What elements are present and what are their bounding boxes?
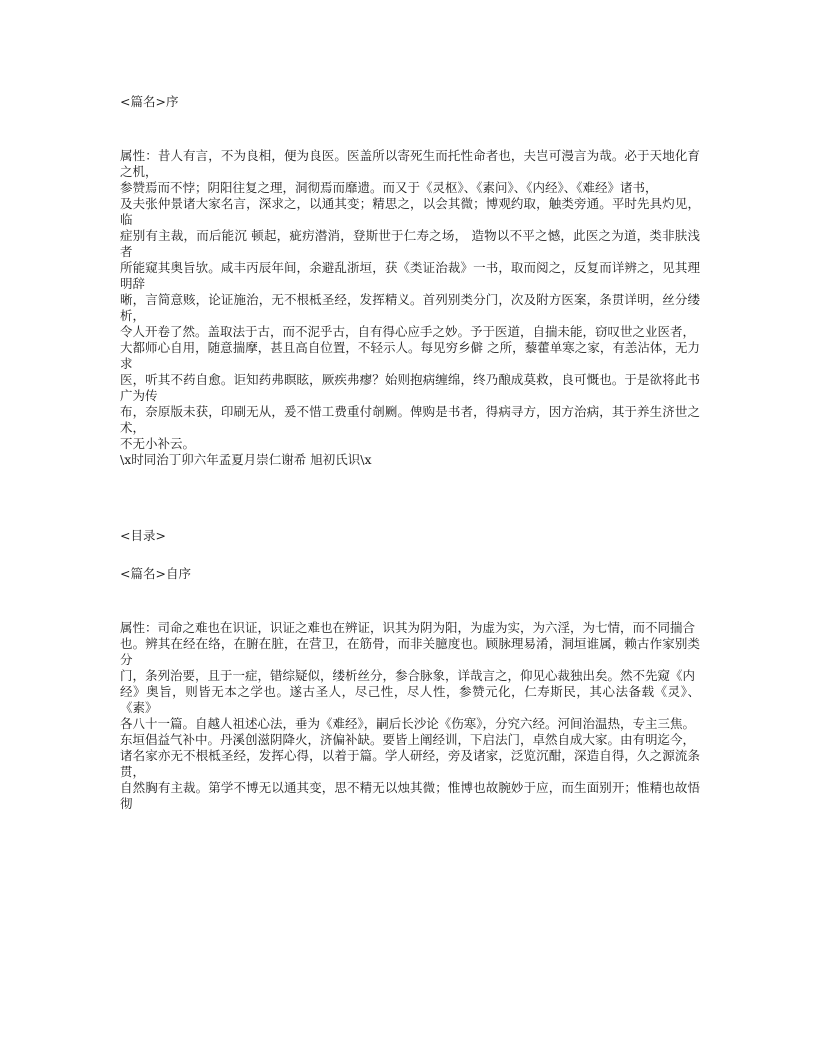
preface-body — [120, 148, 700, 468]
preface-line: 不无小补云。 — [120, 436, 196, 451]
preface-line: 晰，言简意赅，论证施治，无不根柢圣经，发挥精义。首列别类分门，次及附方医案，条贯详明，丝分缕析， — [120, 292, 700, 323]
author-preface-body — [120, 620, 700, 812]
section-heading-author-preface: <篇名>自序 — [120, 566, 191, 581]
spacer — [120, 544, 700, 566]
preface-line: 布，奈原版未获，印刷无从，爰不惜工费重付剞劂。俾购是书者，得病寻方，因方治病，其于养生济世之术， — [120, 404, 700, 435]
preface-line: 及夫张仲景诸大家名言，深求之，以通其变；精思之，以会其微；博观约取，触类旁通。平时先具灼见，临 — [120, 196, 700, 227]
author-preface-line: 自然胸有主裁。第学不博无以通其变，思不精无以烛其微；惟博也故腕妙于应，而生面别开；惟精也故悟彻 — [120, 780, 700, 811]
author-preface-line: 属性：司命之难也在识证，识证之难也在辨证，识其为阴为阳，为虚为实，为六淫，为七情，而不同揣合 — [120, 620, 696, 635]
spacer — [120, 110, 700, 129]
preface-line: 属性：昔人有言，不为良相，便为良医。医盖所以寄死生而托性命者也，夫岂可漫言为哉。必于天地化育之机， — [120, 148, 700, 179]
author-preface-line: 各八十一篇。自越人祖述心法，垂为《难经》，嗣后长沙论《伤寒》，分究六经。河间治温热，专主三焦。 — [120, 716, 696, 731]
preface-line: 医，听其不药自愈。讵知药弗瞑眩，厥疾弗瘳？始则抱病缠绵，终乃酿成莫救，良可慨也。于是欲将此书广为传 — [120, 372, 700, 403]
spacer — [120, 601, 700, 620]
preface-line: 所能窥其奥旨欤。咸丰丙辰年间，余避乱浙垣，获《类证治裁》一书，取而阅之，反复而详辨之，见其理明辞 — [120, 260, 700, 291]
spacer — [120, 129, 700, 148]
preface-signature: \x时同治丁卯六年孟夏月崇仁谢希 旭初氏识\x — [120, 452, 372, 467]
spacer — [120, 582, 700, 601]
preface-line: 令人开卷了然。盖取法于古，而不泥乎古，自有得心应手之妙。予于医道，自揣未能，窃叹世之业医者， — [120, 324, 696, 339]
document-page — [120, 94, 700, 812]
author-preface-line: 门，条列治要，且于一症，错综疑似，缕析丝分，参合脉象，详哉言之，仰见心裁独出矣。然不先窥《内 — [120, 668, 696, 683]
author-preface-line: 诸名家亦无不根柢圣经，发挥心得，以着于篇。学人研经，旁及诸家，泛览沉酣，深造自得，久之源流条贯， — [120, 748, 700, 779]
section-heading-preface: <篇名>序 — [120, 94, 179, 109]
preface-line: 症别有主裁，而后能沉 顿起，疵疠潜消，登斯世于仁寿之场， 造物以不平之憾，此医之为道，类非肤浅者 — [120, 228, 700, 259]
section-heading-contents: <目录> — [120, 528, 166, 543]
preface-line: 参赞焉而不悖；阴阳往复之理，洞彻焉而靡遗。而又于《灵枢》、《素问》、《内经》、《难经》诸书， — [120, 180, 658, 195]
author-preface-line: 东垣倡益气补中。丹溪创滋阴降火，济偏补缺。要皆上阐经训，下启法门，卓然自成大家。由有明迄今， — [120, 732, 696, 747]
author-preface-line: 经》奥旨，则皆无本之学也。遂古圣人，尽己性，尽人性，参赞元化，仁寿斯民，其心法备载《灵》、《素》 — [120, 684, 700, 715]
author-preface-line: 也。辨其在经在络，在腑在脏，在营卫，在筋骨，而非关臆度也。顾脉理易淆，洞垣谁属，赖古作家别类分 — [120, 636, 700, 667]
preface-line: 大都师心自用，随意揣摩，甚且高自位置，不轻示人。每见穷乡僻 之所，藜藿单寒之家，有恙沾体，无力求 — [120, 340, 700, 371]
spacer — [120, 468, 700, 528]
